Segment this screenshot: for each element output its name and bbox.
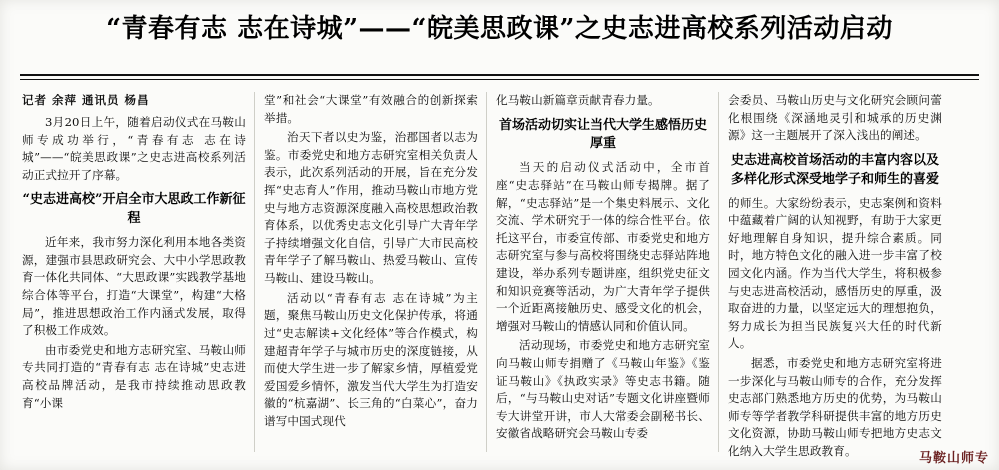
watermark-label: 马鞍山师专 [918, 451, 989, 466]
column-1 [22, 92, 254, 452]
paragraph: 会委员、马鞍山历史与文化研究会顾问蕾化根围绕《深涵地灵引和城承的历史渊源》这一主题展开了深入浅出的阐述。 [728, 93, 942, 143]
headline-container [0, 14, 999, 45]
paragraph: 活动现场，市委党史和地方志研究室向马鞍山师专捐赠了《马鞍山年鉴》《鉴证马鞍山》《执政实录》等史志书籍。随后，“与马鞍山史对话”专题文化讲座暨师专大讲堂开讲，市人大常委会副秘书长、安徽省战略研究会马鞍山专委 [496, 338, 710, 441]
paragraph: 治天下者以史为鉴，治郡国者以志为鉴。市委党史和地方志研究室相关负责人表示，此次系列活动的开展，旨在充分发挥“史志育人”作用，推动马鞍山市地方党史与地方志资源深度融入高校思想政治教育体系，以优秀史志文化引导广大青年学子持续增强文化自信，引导广大市民高校青年学子了解马鞍山、热爱马鞍山、宣传马鞍山、建设马鞍山。 [264, 130, 478, 286]
paragraph: 化马鞍山新篇章贡献青春力量。 [496, 93, 660, 107]
paragraph: 3月20日上午，随着启动仪式在马鞍山师专成功举行，“青春有志 志在诗城”——“皖美思政课”之史志进高校系列活动正式拉开了序幕。 [22, 115, 246, 182]
column-2 [254, 92, 486, 452]
headline-divider-thin [20, 79, 979, 80]
paragraph: 由市委党史和地方志研究室、马鞍山师专共同打造的“青春有志 志在诗城”史志进高校品牌活动，是我市持续推动思政教育“小课 [22, 342, 246, 410]
paragraph: 近年来，我市努力深化利用本地各类资源，建强市县思政研究会、大中小学思政教育一体化共同体、“大思政课”实践教学基地综合体等平台，打造“大课堂”，构建“大格局”，推进思想政治工作内涵式发展，取得了积极工作成效。 [22, 235, 246, 338]
paragraph: 堂”和社会“大课堂”有效融合的创新探索举措。 [264, 93, 478, 125]
paragraph: 据悉，市委党史和地方志研究室将进一步深化与马鞍山师专的合作，充分发挥史志部门熟悉地方历史的优势，为马鞍山师专等学者教学科研提供丰富的地方历史文化资源，协助马鞍山师专把地方史志文化纳入大学生思政教育。 [728, 356, 942, 459]
column-3 [486, 92, 718, 452]
section-subheading: “史志进高校”开启全市大思政工作新征程 [22, 192, 246, 227]
section-subheading: 史志进高校首场活动的丰富内容以及多样化形式深受地学子和师生的喜爱 [730, 152, 939, 187]
byline: 记者 余萍 通讯员 杨昌 [22, 93, 150, 107]
page-title: “青春有志 志在诗城”——“皖美思政课”之史志进高校系列活动启动 [106, 14, 893, 44]
article-columns [22, 92, 977, 459]
headline-divider-thick [20, 74, 979, 76]
column-4 [718, 92, 950, 459]
paragraph: 当天的启动仪式活动中，全市首座“史志驿站”在马鞍山师专揭牌。据了解，“史志驿站”是一个集史料展示、文化交流、学术研究于一体的综合性平台。依托这平台，市委宣传部、市委党史和地方志研究室与参与高校将围绕史志驿站阵地建设，举办系列专题讲座，组织党史征文和知识竞赛等活动，为广大青年学子提供一个近距离接触历史、感受文化的机会，增强对马鞍山的情感认同和价值认同。 [496, 160, 710, 333]
section-subheading: 首场活动切实让当代大学生感悟历史厚重 [498, 117, 707, 152]
paragraph: 的师生。大家纷纷表示，史志案例和资料中蕴藏着广阔的认知视野，有助于大家更好地理解自身知识，提升综合素质。同时，地方特色文化的融入进一步丰富了校园文化内涵。作为当代大学生，将积极参与史志进高校活动，感悟历史的厚重，汲取奋进的力量，以坚定远大的理想抱负，努力成长为担当民族复兴大任的时代新人。 [728, 195, 942, 351]
paragraph: 活动以“青春有志 志在诗城”为主题，聚焦马鞍山历史文化保护传承，将通过“史志解读+文化经体”等合作模式，构建超青年学子与城市历史的深度链接，从而使大学生进一步了解家乡情，厚植爱党爱国爱乡情怀，激发当代大学生为打造安徽的“杭嘉湖”、长三角的“白菜心”，奋力谱写中国式现代 [264, 290, 478, 428]
